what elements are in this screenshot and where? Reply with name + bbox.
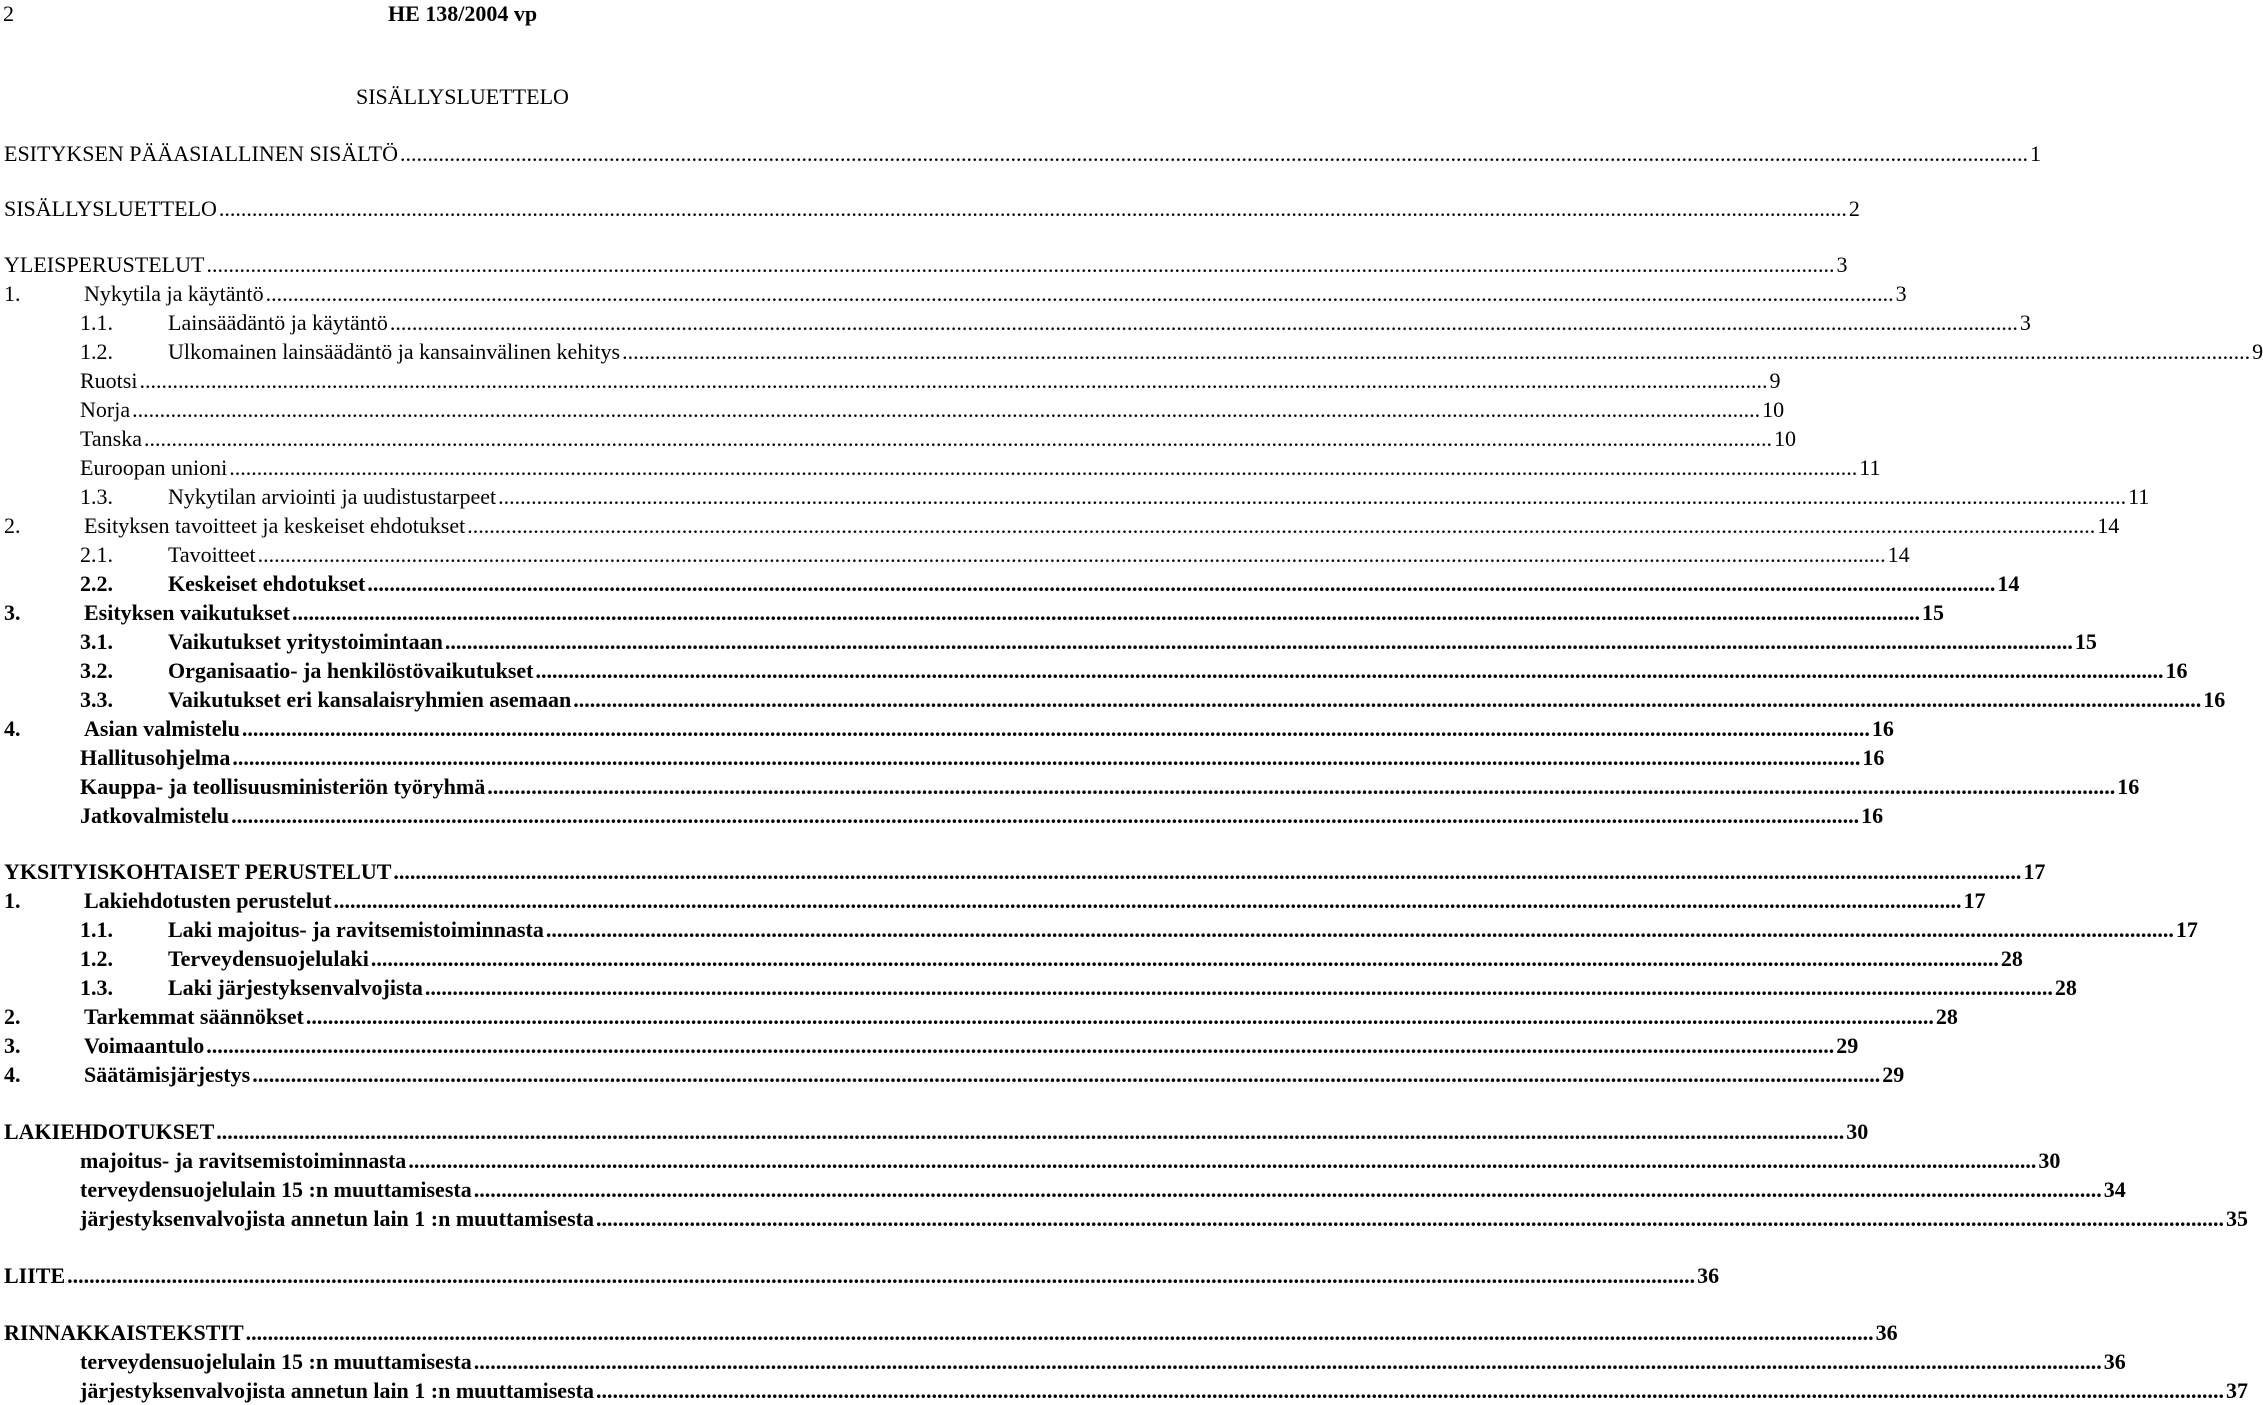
toc-entry-page: 16 <box>1862 745 1885 770</box>
toc-entry[interactable] <box>0 396 1785 424</box>
toc-entry-number: 1.3. <box>80 484 113 509</box>
dot-leader <box>371 945 1999 973</box>
toc-entry-page: 36 <box>1875 1320 1898 1345</box>
dot-leader <box>206 1032 1834 1060</box>
dot-leader <box>232 744 1860 772</box>
toc-entry-label: majoitus- ja ravitsemistoiminnasta <box>80 1148 407 1173</box>
dot-leader <box>546 916 2174 944</box>
toc-entry-page: 28 <box>2054 975 2077 1000</box>
toc-entry-page: 29 <box>1882 1062 1905 1087</box>
toc-entry-label: YKSITYISKOHTAISET PERUSTELUT <box>4 859 392 884</box>
toc-entry-page: 17 <box>2175 917 2198 942</box>
dot-leader <box>216 1118 1844 1146</box>
toc-entry[interactable] <box>0 1205 2248 1233</box>
toc-entry[interactable] <box>0 974 2077 1002</box>
toc-entry-page: 30 <box>1846 1119 1869 1144</box>
dot-leader <box>229 454 1857 482</box>
toc-entry-number: 1.3. <box>80 975 113 1000</box>
toc-entry-label: järjestyksenvalvojista annetun lain 1 :n muuttamisesta <box>80 1206 594 1231</box>
toc-entry[interactable] <box>0 628 2097 656</box>
toc-entry-label: RINNAKKAISTEKSTIT <box>4 1320 244 1345</box>
toc-entry-page: 2 <box>1848 196 1860 221</box>
toc-entry-label: Lakiehdotusten perustelut <box>84 888 332 913</box>
toc-entry[interactable] <box>0 1061 1905 1089</box>
toc-entry-number: 1.2. <box>80 946 113 971</box>
toc-entry-number: 2.2. <box>80 571 113 596</box>
toc-entry-label: Laki majoitus- ja ravitsemistoiminnasta <box>168 917 544 942</box>
toc-entry-page: 29 <box>1836 1033 1859 1058</box>
toc-entry-page: 36 <box>2103 1349 2126 1374</box>
toc-entry-label: Esityksen tavoitteet ja keskeiset ehdotukset <box>84 513 466 538</box>
dot-leader <box>498 483 2126 511</box>
toc-entry-page: 15 <box>1922 600 1945 625</box>
dot-leader <box>219 195 1847 223</box>
toc-entry-number: 4. <box>4 716 21 741</box>
toc-entry[interactable] <box>0 887 1986 915</box>
toc-entry[interactable] <box>0 570 2020 598</box>
toc-entry-label: Esityksen vaikutukset <box>84 600 291 625</box>
toc-entry-label: ESITYKSEN PÄÄASIALLINEN SISÄLTÖ <box>4 141 398 166</box>
page-number: 2 <box>3 1 14 26</box>
toc-entry-page: 1 <box>2029 141 2041 166</box>
toc-entry-label: Terveydensuojelulaki <box>168 946 369 971</box>
toc-entry-label: Tavoitteet <box>168 542 256 567</box>
toc-entry-number: 1. <box>4 888 21 913</box>
toc-entry-label: terveydensuojelulain 15 :n muuttamisesta <box>80 1177 472 1202</box>
dot-leader <box>144 425 1772 453</box>
toc-entry-page: 15 <box>2074 629 2097 654</box>
toc-entry[interactable] <box>0 657 2188 685</box>
toc-entry-page: 30 <box>2038 1148 2061 1173</box>
toc-entry-label: LIITE <box>4 1263 66 1288</box>
toc-entry-page: 35 <box>2225 1206 2248 1231</box>
dot-leader <box>306 1003 1934 1031</box>
toc-entry[interactable] <box>0 1147 2061 1175</box>
dot-leader <box>622 338 2250 366</box>
dot-leader <box>408 1147 2036 1175</box>
toc-entry[interactable] <box>0 1003 1958 1031</box>
toc-entry[interactable] <box>0 251 1848 279</box>
toc-entry-number: 1. <box>4 281 21 306</box>
toc-entry[interactable] <box>0 541 1910 569</box>
toc-entry-number: 3.2. <box>80 658 113 683</box>
dot-leader <box>242 715 1870 743</box>
toc-entry-label: Voimaantulo <box>84 1033 205 1058</box>
toc-entry-number: 3.3. <box>80 687 113 712</box>
toc-entry[interactable] <box>0 280 1907 308</box>
toc-entry-page: 28 <box>1935 1004 1958 1029</box>
dot-leader <box>206 251 1834 279</box>
toc-entry-page: 14 <box>2097 513 2120 538</box>
toc-entry[interactable] <box>0 367 1781 395</box>
dot-leader <box>139 367 1767 395</box>
toc-entry-number: 2.1. <box>80 542 113 567</box>
toc-entry-page: 10 <box>1762 397 1785 422</box>
toc-entry[interactable] <box>0 512 2120 540</box>
toc-entry[interactable] <box>0 1032 1859 1060</box>
toc-entry[interactable] <box>0 686 2226 714</box>
dot-leader <box>474 1176 2102 1204</box>
toc-entry-label: Vaikutukset eri kansalaisryhmien asemaan <box>168 687 572 712</box>
toc-entry-label: terveydensuojelulain 15 :n muuttamisesta <box>80 1349 472 1374</box>
toc-entry[interactable] <box>0 945 2023 973</box>
dot-leader <box>596 1377 2224 1405</box>
toc-entry-page: 16 <box>2203 687 2226 712</box>
dot-leader <box>292 599 1920 627</box>
toc-entry-page: 14 <box>1997 571 2020 596</box>
toc-entry-label: Ruotsi <box>80 368 138 393</box>
dot-leader <box>596 1205 2224 1233</box>
toc-entry-page: 16 <box>1861 803 1884 828</box>
toc-title: SISÄLLYSLUETTELO <box>356 84 569 109</box>
toc-entry-label: Laki järjestyksenvalvojista <box>168 975 423 1000</box>
dot-leader <box>474 1348 2102 1376</box>
document-id: HE 138/2004 vp <box>388 1 538 26</box>
toc-entry[interactable] <box>0 1319 1898 1347</box>
dot-leader <box>393 858 2021 886</box>
toc-entry-page: 10 <box>1774 426 1796 451</box>
toc-entry[interactable] <box>0 309 2031 337</box>
dot-leader <box>445 628 2073 656</box>
toc-entry-label: järjestyksenvalvojista annetun lain 1 :n muuttamisesta <box>80 1378 594 1403</box>
toc-entry-page: 3 <box>1895 281 1907 306</box>
toc-entry-label: Keskeiset ehdotukset <box>168 571 366 596</box>
toc-entry-label: Tarkemmat säännökset <box>84 1004 304 1029</box>
toc-entry-label: Tanska <box>80 426 142 451</box>
toc-entry-page: 16 <box>2117 774 2140 799</box>
dot-leader <box>536 657 2164 685</box>
toc-entry-number: 3. <box>4 1033 21 1058</box>
toc-entry-page: 17 <box>1963 888 1986 913</box>
toc-entry[interactable] <box>0 140 2041 168</box>
toc-entry-page: 17 <box>2023 859 2046 884</box>
toc-entry[interactable] <box>0 195 1860 223</box>
dot-leader <box>252 1061 1880 1089</box>
toc-entry-number: 2. <box>4 513 21 538</box>
toc-entry-page: 34 <box>2103 1177 2126 1202</box>
toc-entry-label: Organisaatio- ja henkilöstövaikutukset <box>168 658 534 683</box>
toc-entry[interactable] <box>0 802 1884 830</box>
toc-entry-page: 9 <box>1769 368 1781 393</box>
toc-entry-page: 37 <box>2225 1378 2248 1403</box>
toc-entry-page: 28 <box>2000 946 2023 971</box>
dot-leader <box>467 512 2095 540</box>
dot-leader <box>367 570 1995 598</box>
toc-entry-page: 36 <box>1697 1263 1720 1288</box>
toc-entry-label: Kauppa- ja teollisuusministeriön työryhmä <box>80 774 486 799</box>
toc-entry[interactable] <box>0 599 1945 627</box>
toc-entry-label: Asian valmistelu <box>84 716 240 741</box>
dot-leader <box>573 686 2201 714</box>
toc-entry-page: 14 <box>1887 542 1910 567</box>
dot-leader <box>487 773 2115 801</box>
toc-entry-number: 4. <box>4 1062 21 1087</box>
toc-entry[interactable] <box>0 715 1894 743</box>
toc-entry-label: Nykytilan arviointi ja uudistustarpeet <box>168 484 497 509</box>
toc-entry-label: Euroopan unioni <box>80 455 228 480</box>
toc-entry-number: 1.1. <box>80 917 113 942</box>
toc-entry-number: 1.1. <box>80 310 113 335</box>
dot-leader <box>400 140 2028 168</box>
dot-leader <box>246 1319 1874 1347</box>
toc-entry[interactable] <box>0 425 1796 453</box>
toc-entry-page: 11 <box>2128 484 2150 509</box>
dot-leader <box>334 887 1962 915</box>
toc-entry[interactable] <box>0 483 2150 511</box>
toc-entry[interactable] <box>0 1348 2126 1376</box>
toc-entry-page: 11 <box>1859 455 1881 480</box>
toc-entry-number: 3.1. <box>80 629 113 654</box>
toc-entry-label: Lainsäädäntö ja käytäntö <box>168 310 388 335</box>
page-header <box>0 0 960 30</box>
toc-entry[interactable] <box>0 1118 1869 1146</box>
toc-entry-page: 16 <box>1871 716 1894 741</box>
toc-entry-label: Norja <box>80 397 131 422</box>
toc-entry-page: 16 <box>2165 658 2188 683</box>
dot-leader <box>425 974 2053 1002</box>
toc-entry-page: 3 <box>1836 252 1848 277</box>
dot-leader <box>258 541 1886 569</box>
toc-entry-label: Jatkovalmistelu <box>80 803 230 828</box>
toc-entry-label: Säätämisjärjestys <box>84 1062 251 1087</box>
dot-leader <box>67 1262 1695 1290</box>
dot-leader <box>266 280 1894 308</box>
dot-leader <box>390 309 2018 337</box>
toc-entry[interactable] <box>0 1377 2248 1405</box>
toc-entry[interactable] <box>0 338 2263 366</box>
toc-entry-label: YLEISPERUSTELUT <box>4 252 205 277</box>
toc-entry-label: LAKIEHDOTUKSET <box>4 1119 215 1144</box>
toc-entry-label: SISÄLLYSLUETTELO <box>4 196 217 221</box>
toc-entry-number: 3. <box>4 600 21 625</box>
toc-entry-number: 1.2. <box>80 339 113 364</box>
toc-entry-page: 3 <box>2019 310 2031 335</box>
toc-entry-label: Hallitusohjelma <box>80 745 231 770</box>
toc-entry-label: Vaikutukset yritystoimintaan <box>168 629 443 654</box>
toc-entry[interactable] <box>0 1262 1720 1290</box>
toc-entry-page: 9 <box>2252 339 2263 364</box>
toc-entry[interactable] <box>0 858 2046 886</box>
dot-leader <box>231 802 1859 830</box>
toc-entry[interactable] <box>0 773 2140 801</box>
toc-entry-number: 2. <box>4 1004 21 1029</box>
toc-entry[interactable] <box>0 744 1885 772</box>
toc-entry[interactable] <box>0 454 1881 482</box>
toc-entry[interactable] <box>0 1176 2126 1204</box>
dot-leader <box>132 396 1760 424</box>
toc-entry-label: Ulkomainen lainsäädäntö ja kansainvälinen kehitys <box>168 339 621 364</box>
toc-entry-label: Nykytila ja käytäntö <box>84 281 264 306</box>
toc-entry[interactable] <box>0 916 2198 944</box>
